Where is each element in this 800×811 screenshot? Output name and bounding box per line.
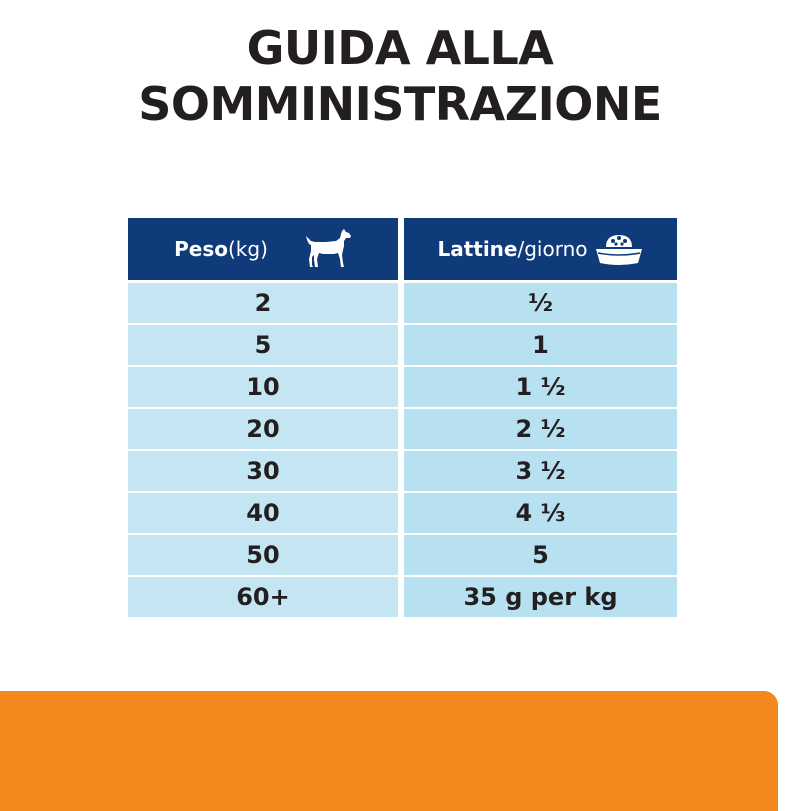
title-line-2: SOMMINISTRAZIONE xyxy=(138,77,662,131)
weight-cell: 10 xyxy=(128,367,398,407)
food-bowl-icon xyxy=(594,229,644,269)
dog-icon xyxy=(306,229,352,269)
table-header xyxy=(128,218,677,280)
weight-cell: 50 xyxy=(128,535,398,575)
cans-cell: ½ xyxy=(404,283,677,323)
feeding-table xyxy=(128,218,677,619)
weight-cell: 30 xyxy=(128,451,398,491)
table-row xyxy=(128,451,677,491)
cans-cell: 2 ½ xyxy=(404,409,677,449)
table-row xyxy=(128,325,677,365)
weight-cell: 40 xyxy=(128,493,398,533)
title-line-1: GUIDA ALLA xyxy=(246,21,554,75)
table-body xyxy=(128,283,677,617)
table-row xyxy=(128,493,677,533)
cans-cell: 35 g per kg xyxy=(404,577,677,617)
weight-cell: 60+ xyxy=(128,577,398,617)
table-row xyxy=(128,367,677,407)
page-title xyxy=(0,20,800,132)
header-weight-unit: (kg) xyxy=(227,237,268,261)
table-row xyxy=(128,577,677,617)
table-row xyxy=(128,535,677,575)
weight-cell: 2 xyxy=(128,283,398,323)
header-cans-unit: /giorno xyxy=(517,237,588,261)
cans-cell: 3 ½ xyxy=(404,451,677,491)
header-cans xyxy=(404,218,677,280)
weight-cell: 20 xyxy=(128,409,398,449)
table-row xyxy=(128,283,677,323)
cans-cell: 5 xyxy=(404,535,677,575)
header-weight-label: Peso xyxy=(174,237,228,261)
cans-cell: 1 xyxy=(404,325,677,365)
accent-band xyxy=(0,691,778,811)
weight-cell: 5 xyxy=(128,325,398,365)
header-weight xyxy=(128,218,398,280)
table-row xyxy=(128,409,677,449)
cans-cell: 1 ½ xyxy=(404,367,677,407)
header-cans-label: Lattine xyxy=(437,237,518,261)
cans-cell: 4 ⅓ xyxy=(404,493,677,533)
